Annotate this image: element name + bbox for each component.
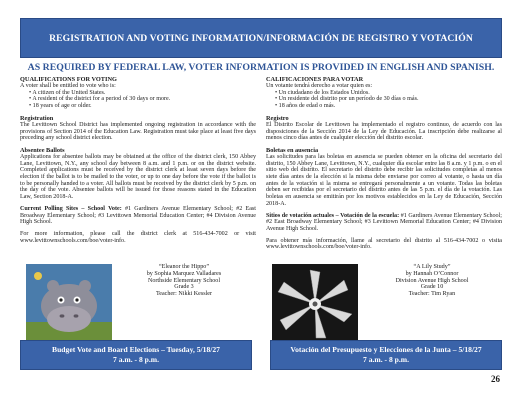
qualifications-list	[20, 90, 256, 110]
lily-artwork-icon	[272, 264, 358, 342]
list-item: • A resident of the district for a period of 30 days or more.	[29, 96, 256, 103]
list-item: • 18 años de edad o más.	[275, 103, 502, 110]
qualifications-list-es	[266, 90, 502, 110]
artwork-title: “Eleanor the Hippo”	[158, 264, 210, 270]
hippo-artwork-caption	[114, 264, 254, 298]
budget-vote-line-es: Votación del Presupuesto y Elecciones de la Junta – 5/18/27	[290, 345, 482, 354]
polling-heading-es: Sitios de votación actuales – Votación de la escuela:	[266, 212, 400, 219]
lily-artwork-image	[272, 264, 358, 342]
artwork-grade: Grade 3	[174, 284, 194, 291]
polling-text: #1 Gardiners Avenue Elementary School; #2 East Broadway Elementary School; #3 Levittown Memorial Education Center; #4 Division Avenue High School.	[20, 205, 256, 226]
registration-text-es: El Distrito Escolar de Levittown ha implementado el registro continuo, de acuerdo con las disposiciones de la Sección 2014 de la Ley de Educación. La inscripción debe realizarse al menos cinco días antes de cualquier elección del distrito escolar.	[266, 121, 502, 142]
artwork-title: “A Lily Study”	[413, 264, 451, 270]
more-info-text-es[interactable]: Para obtener más información, llame al secretario del distrito al 516-434-7002 o visita www.levittownschools.com/boe/voter-info.	[266, 237, 502, 251]
list-item: • Un residente del distrito por un período de 30 días o más.	[275, 96, 502, 103]
spanish-column	[266, 76, 502, 251]
lily-artwork-caption	[362, 264, 502, 298]
federal-law-notice: AS REQUIRED BY FEDERAL LAW, VOTER INFORMATION IS PROVIDED IN ENGLISH AND SPANISH.	[27, 62, 495, 73]
qualifications-heading-es: CALIFICACIONES PARA VOTAR	[266, 76, 364, 83]
polling-sites-es	[266, 213, 502, 233]
hippo-artwork-image	[26, 264, 112, 342]
registration-heading-es: Registro	[266, 114, 289, 122]
absentee-heading: Absentee Ballots	[20, 146, 65, 154]
artwork-teacher: Teacher: Nikki Kessler	[155, 291, 213, 298]
list-item: • A citizen of the United States.	[29, 90, 256, 97]
artwork-grade: Grade 10	[420, 284, 444, 291]
hippo-artwork-icon	[26, 264, 112, 342]
banner-title: REGISTRATION AND VOTING INFORMATION/INFORMACIÓN DE REGISTRO Y VOTACIÓN	[49, 32, 473, 44]
polling-sites	[20, 206, 256, 226]
more-info-text[interactable]: For more information, please call the district clerk at 516-434-7002 or visit www.levittownschools.com/boe/voter-info.	[20, 230, 256, 244]
budget-vote-line: Budget Vote and Board Elections – Tuesday, 5/18/27	[52, 345, 220, 354]
budget-vote-hours: 7 a.m. - 8 p.m.	[113, 354, 159, 364]
english-column	[20, 76, 256, 244]
qualifications-intro: A voter shall be entitled to vote who is:	[20, 83, 116, 89]
budget-vote-hours-es: 7 a.m. - 8 p.m.	[363, 354, 409, 364]
artwork-artist: by Sophia Marquez Valladares	[146, 270, 222, 277]
artwork-school: Division Avenue High School	[395, 277, 469, 284]
registration-text: The Levittown School District has implemented ongoing registration in accordance with the provisions of Section 2014 of the Education Law. Registration must take place at least five days preceding any school district election.	[20, 121, 256, 142]
qualifications-intro-es: Un votante tendrá derecho a votar quien es:	[266, 83, 373, 89]
artwork-artist: by Hannah O’Connor	[405, 270, 459, 277]
absentee-text: Applications for absentee ballots may be obtained at the office of the district clerk, 150 Abbey Lane, Levittown, N.Y., any school day between 8 a.m. and 1 p.m. or on the district website. Completed applications must be received by the district clerk at least seven days before the election if the ballot is to be mailed to the voter, or up to one day before the vote if the ballot is to be personally handed to a voter. All ballots must be received by the district clerk by 5 p.m. on the day of the vote. Absentee ballots will be issued for those reasons stated in the Education Law, Section 2018-A.	[20, 153, 256, 201]
page-number: 26	[491, 374, 500, 384]
newsletter-page	[20, 18, 502, 396]
qualifications-heading: QUALIFICATIONS FOR VOTING	[20, 76, 117, 83]
artwork-teacher: Teacher: Tim Ryan	[408, 291, 456, 298]
budget-vote-banner-es	[270, 340, 502, 370]
artwork-school: Northside Elementary School	[147, 277, 221, 284]
polling-text-es: #1 Gardiners Avenue Elementary School; #2 East Broadway Elementary School; #3 Levittown Memorial Education Center; #4 Division Avenue High School.	[266, 212, 502, 232]
voting-info-banner	[20, 18, 502, 58]
budget-vote-banner	[20, 340, 252, 370]
absentee-text-es: Las solicitudes para las boletas en ausencia se pueden obtener en la oficina del secretario del distrito, 150 Abbey Lane, Levittown, N.Y., cualquier día escolar entre las 8 a.m. y 1 p.m. o en el sitio web del distrito. El secretario del distrito debe recibir las solicitudes completas al menos siete días antes de la elección si la misma debe enviarse por correo al votante, o hasta un día antes de la votación si la misma se entregará personalmente a un votante. Todas las boletas deben ser recibidas por el secretario del distrito antes de las 5 p.m. el día de la votación. Las boletas en ausencia se emitirán por los motivos establecidos en la Ley de Educación, Sección 2018-A.	[266, 153, 502, 207]
polling-heading: Current Polling Sites – School Vote:	[20, 205, 122, 212]
list-item: • 18 years of age or older.	[29, 103, 256, 110]
list-item: • Un ciudadano de los Estados Unidos.	[275, 90, 502, 97]
registration-heading: Registration	[20, 114, 54, 122]
absentee-heading-es: Boletas en ausencia	[266, 146, 319, 154]
